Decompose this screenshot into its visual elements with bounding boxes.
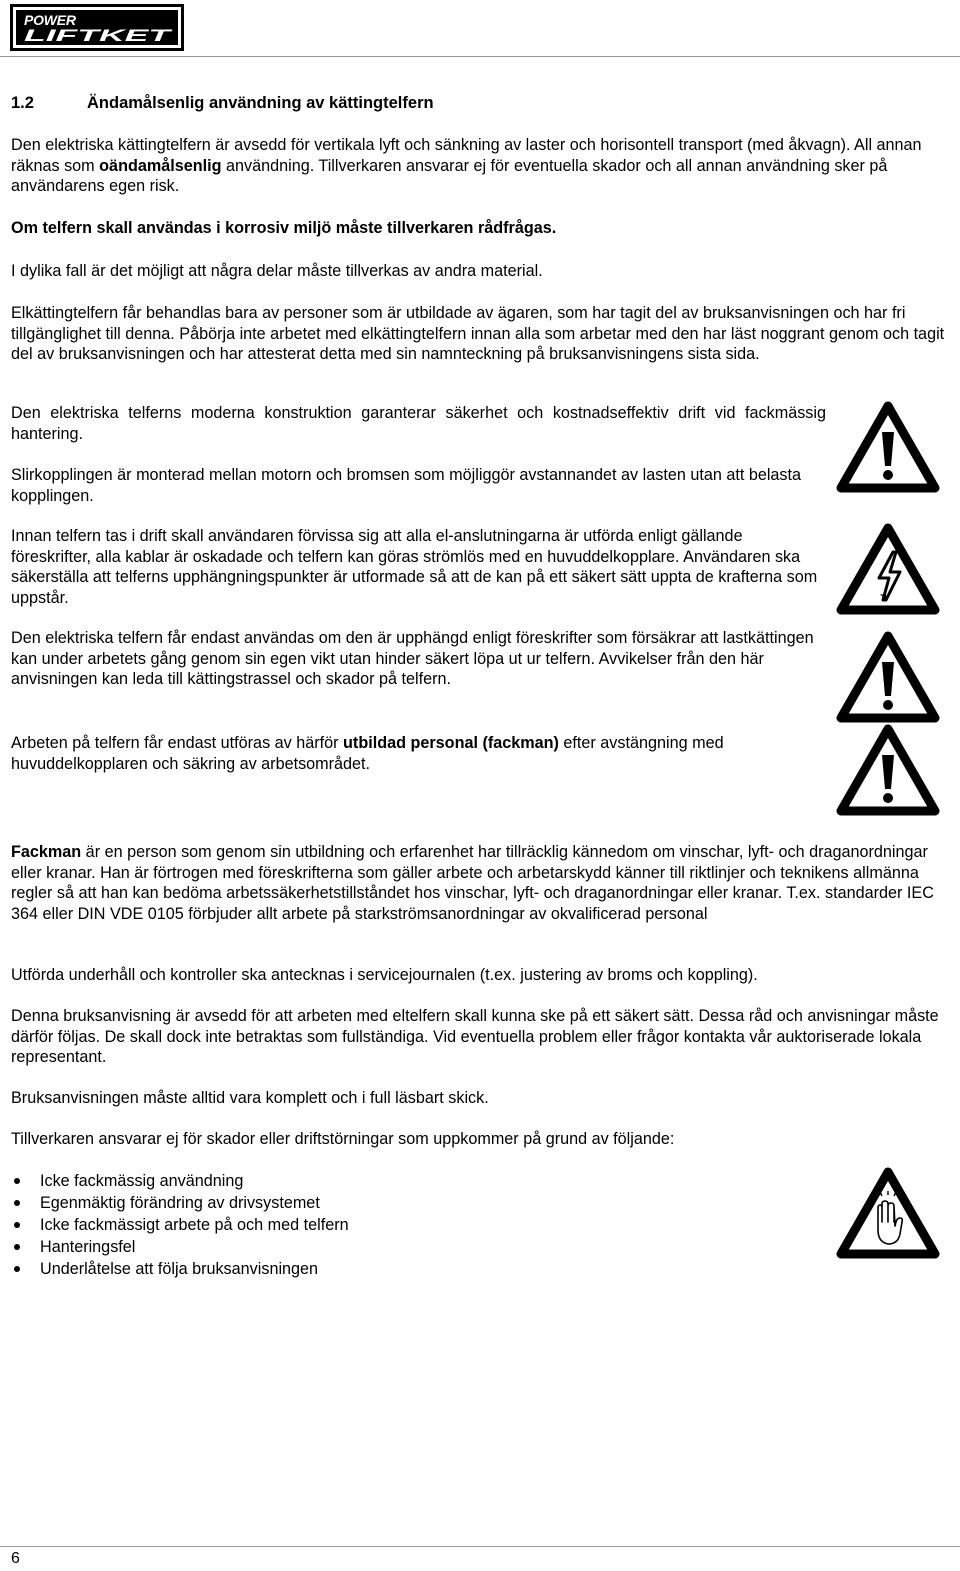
section-number: 1.2 bbox=[11, 94, 34, 112]
page-number: 6 bbox=[11, 1550, 20, 1567]
text-run: är en person som genom sin utbildning och erfarenhet har tillräcklig kännedom om vinschar, lyft- och draganordningar eller kranar. Han är förtrogen med föreskrifterna som gäller arbete och arbetarskydd känner till riktlinjer och teknikens allmänna regler så att han kan bedöma arbetssäkerhetstillståndet hos vinschar, lyft- och draganordningar eller kranar. T.ex. standarder IEC 364 eller DIN VDE 0105 förbjuder allt arbete på starkströmsanordningar av okvalificerad personal bbox=[11, 843, 934, 923]
paragraph-manual-purpose: Denna bruksanvisning är avsedd för att arbeten med eltelfern skall kunna ske på ett säkert sätt. Dessa råd och anvisningar måste därför följas. De skall dock inte betraktas som fullständiga. Vid eventuella problem eller frågor kontakta vår auktoriserade lokala representant. bbox=[11, 1007, 939, 1066]
paragraph-intended-use bbox=[11, 135, 946, 197]
paragraph-fackman-definition bbox=[11, 842, 946, 924]
paragraph-slip-clutch: Slirkopplingen är monterad mellan motorn och bromsen som möjliggör avstannandet av lasten utan att belasta kopplingen. bbox=[11, 466, 802, 505]
paragraph-authorized-personnel: Elkättingtelfern får behandlas bara av personer som är utbildade av ägaren, som har tagit del av bruksanvisningen och har fri tillgänglighet till denna. Påbörja inte arbetet med elkättingtelfern innan alla som arbetar med den har läst noggrant genom och tagit del av bruksanvisningen och har attesterat detta med sin namnteckning på bruksanvisningens sista sida. bbox=[11, 304, 945, 363]
paragraph-liability: Tillverkaren ansvarar ej för skador eller driftstörningar som uppkommer på grund av följande: bbox=[11, 1130, 675, 1148]
list-item: Icke fackmässigt arbete på och med telfern bbox=[11, 1214, 349, 1236]
list-item: Icke fackmässig användning bbox=[11, 1170, 349, 1192]
warning-exclamation-icon bbox=[836, 723, 940, 817]
section-title: Ändamålsenlig användning av kättingtelfern bbox=[87, 94, 434, 112]
paragraph-other-materials: I dylika fall är det möjligt att några delar måste tillverkas av andra material. bbox=[11, 262, 543, 280]
list-item: Underlåtelse att följa bruksanvisningen bbox=[11, 1258, 349, 1280]
text-emphasis: oändamålsenlig bbox=[99, 156, 222, 175]
footer-divider bbox=[0, 1546, 960, 1547]
text-run: Den elektriska kättingtelfern är avsedd för vertikala lyft och sänkning av laster och horisontell transport (med åkvagn). All annan räknas som bbox=[11, 136, 922, 175]
text-run: Arbeten på telfern får endast utföras av härför bbox=[11, 734, 344, 752]
warning-exclamation-icon bbox=[836, 400, 940, 494]
warning-exclamation-icon bbox=[836, 630, 940, 724]
paragraph-suspension: Den elektriska telfern får endast användas om den är upphängd enligt föreskrifter som försäkrar att lastkättingen kan under arbetets gång genom sin egen vikt utan hinder säkert löpa ut ur telfern. Avvikelser från den här anvisningen kan leda till kättingstrassel och skador på telfern. bbox=[11, 629, 814, 688]
paragraph-qualified-work bbox=[11, 733, 826, 774]
hand-hazard-icon bbox=[836, 1166, 940, 1260]
text-run: användning. Tillverkaren ansvarar ej för eventuella skador och all annan användning sker på användarens egen risk. bbox=[11, 156, 888, 195]
liability-list bbox=[11, 1170, 349, 1280]
paragraph-electrical-check: Innan telfern tas i drift skall användaren förvissa sig att alla el-anslutningarna är utförda enligt gällande föreskrifter, alla kablar är oskadade och telfern kan göras strömlös med en huvuddelkopplare. Användaren ska säkerställa att telferns upphängningspunkter är utformade så att de kan på ett säkert sätt uppta de krafterna som uppstår. bbox=[11, 527, 818, 607]
text-emphasis: utbildad personal (fackman) bbox=[343, 734, 559, 752]
header-divider bbox=[0, 56, 960, 57]
electric-hazard-icon bbox=[836, 522, 940, 616]
section-heading bbox=[11, 93, 434, 114]
paragraph-service-log: Utförda underhåll och kontroller ska antecknas i servicejournalen (t.ex. justering av broms och koppling). bbox=[11, 966, 758, 984]
svg-text:POWER: POWER bbox=[24, 12, 76, 28]
text-emphasis: Fackman bbox=[11, 843, 82, 861]
list-item: Egenmäktig förändring av drivsystemet bbox=[11, 1192, 349, 1214]
paragraph-construction: Den elektriska telferns moderna konstruktion garanterar säkerhet och kostnadseffektiv drift vid fackmässig hantering. bbox=[11, 404, 826, 443]
paragraph-manual-complete: Bruksanvisningen måste alltid vara komplett och i full läsbart skick. bbox=[11, 1089, 489, 1107]
list-item: Hanteringsfel bbox=[11, 1236, 349, 1258]
text-run: efter avstängning med huvuddelkopplaren och säkring av arbetsområdet. bbox=[11, 734, 724, 773]
paragraph-corrosive-environment: Om telfern skall användas i korrosiv miljö måste tillverkaren rådfrågas. bbox=[11, 219, 557, 237]
power-liftket-logo bbox=[10, 4, 184, 51]
svg-text:LIFTKET: LIFTKET bbox=[24, 26, 174, 45]
